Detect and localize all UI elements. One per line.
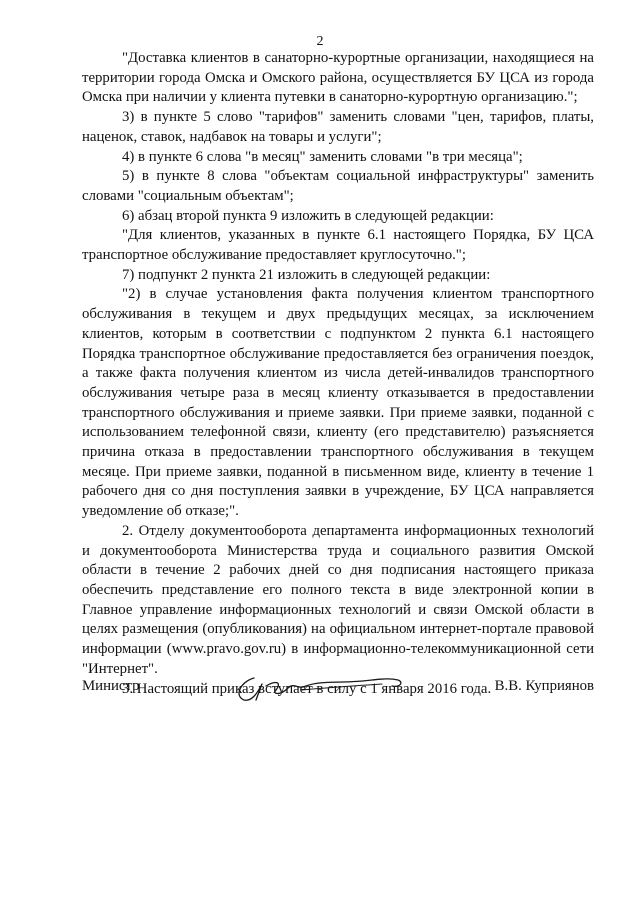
paragraph-item-6-text: "Для клиентов, указанных в пункте 6.1 настоящего Порядка, БУ ЦСА транспортное обслуживание предоставляет круглосуточно."; [82, 227, 594, 264]
paragraph-section-2: 2. Отделу документооборота департамента информационных технологий и документооборота Министерства труда и социального развития Омской области в течение 2 рабочих дней со дня подписания настоящего приказа обеспечить представление его полного текста в виде электронной копии в Главное управление информационных технологий и связи Омской области в целях размещения (опубликования) на официальном интернет-портале правовой информации (www.pravo.gov.ru) в информационно-телекоммуникационной сети "Интернет". [82, 522, 594, 677]
paragraph-section-3: 3. Настоящий приказ вступает в силу с 1 января 2016 года. [122, 680, 492, 697]
paragraph-item-6: 6) абзац второй пункта 9 изложить в следующей редакции: [122, 207, 494, 224]
paragraph-item-4: 4) в пункте 6 слова "в месяц" заменить словами "в три месяца"; [122, 148, 523, 165]
page-number: 2 [316, 34, 324, 49]
paragraph-item-7: 7) подпункт 2 пункта 21 изложить в следующей редакции: [122, 266, 491, 283]
paragraph-item-7-text: "2) в случае установления факта получения клиентом транспортного обслуживания в текущем и двух предыдущих месяцах, за исключением клиентов, которым в соответствии с подпунктом 2 пункта 6.1 настоящего Порядка транспортное обслуживание предоставляется без ограничения поездок, а также факта получения клиентом из числа детей-инвалидов транспортного обслуживания четыре раза в месяц клиенту отказывается в предоставлении транспортного обслуживания и приеме заявки. При приеме заявки, поданной с использованием телефонной связи, клиенту (его представителю) разъясняется причина отказа в предоставлении транспортного обслуживания в текущем месяце. При приеме заявки, поданной в письменном виде, клиенту в течение 1 рабочего дня со дня поступления заявки в учреждение, БУ ЦСА направляется уведомление об отказе;". [82, 286, 594, 520]
signature-block [82, 672, 594, 708]
paragraph-sanatorium-delivery: "Доставка клиентов в санаторно-курортные организации, находящиеся на территории города Омска и Омского района, осуществляется БУ ЦСА из города Омска при наличии у клиента путевки в санаторно-курортную организацию."; [82, 50, 594, 106]
paragraph-item-5: 5) в пункте 8 слова "объектам социальной инфраструктуры" заменить словами "социальным объектам"; [82, 168, 594, 204]
document-body [82, 49, 594, 699]
paragraph-item-3: 3) в пункте 5 слово "тарифов" заменить словами "цен, тарифов, платы, наценок, ставок, надбавок на товары и услуги"; [82, 109, 594, 145]
signer-position: Министр [82, 678, 140, 694]
handwritten-signature [232, 672, 422, 706]
signer-name: В.В. Куприянов [494, 678, 594, 694]
